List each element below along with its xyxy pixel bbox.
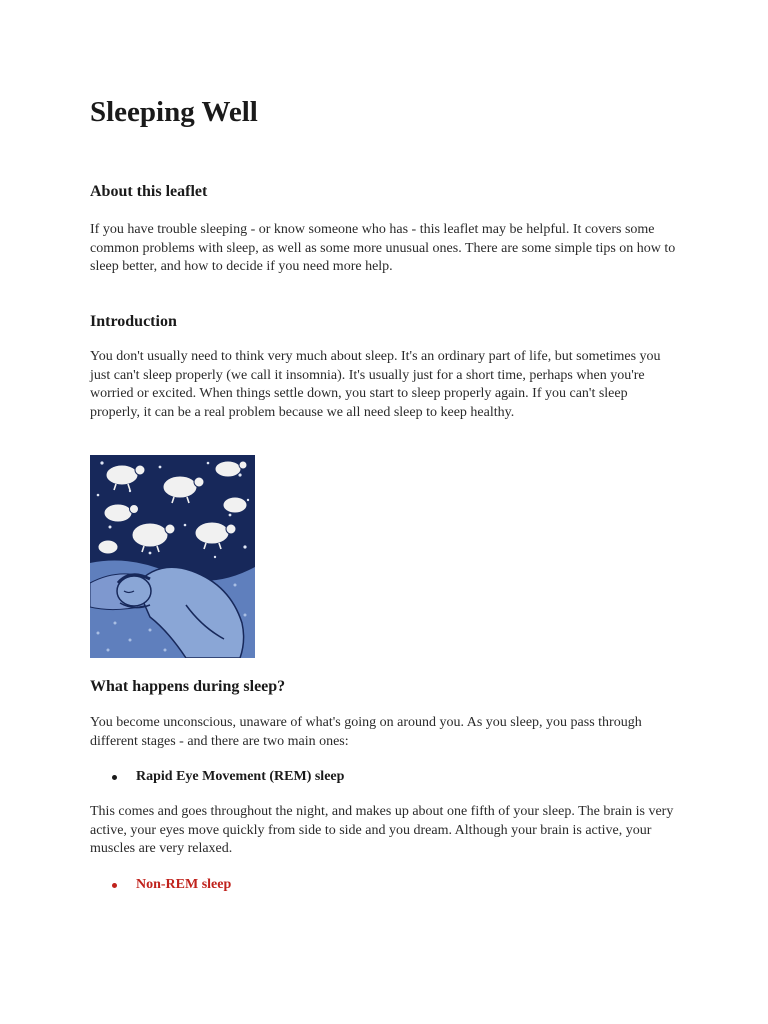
list-item-label: Rapid Eye Movement (REM) sleep — [136, 769, 345, 784]
section-heading-during-sleep: What happens during sleep? — [90, 678, 286, 695]
page-title: Sleeping Well — [90, 96, 258, 128]
sleeping-person-counting-sheep-illustration-icon — [90, 455, 255, 658]
section-paragraph-about: If you have trouble sleeping - or know someone who has - this leaflet may be helpful. It covers some common problems with sleep, as well as some more unusual ones. There are some simple tips on how to sleep better, and how to decide if you need more help. — [90, 222, 676, 274]
bullet-dot — [112, 775, 117, 780]
list-item-non-rem-sleep — [112, 876, 231, 894]
rem-sleep-paragraph: This comes and goes throughout the night, and makes up about one fifth of your sleep. The brain is very active, your eyes move quickly from side to side and you dream. Although your brain is active, your muscles are very relaxed. — [90, 804, 674, 856]
section-paragraph-during-sleep: You become unconscious, unaware of what's going on around you. As you sleep, you pass through different stages - and there are two main ones: — [90, 715, 642, 749]
section-paragraph-introduction: You don't usually need to think very much about sleep. It's an ordinary part of life, but sometimes you just can't sleep properly (we call it insomnia). It's usually just for a short time, perhaps when you're worried or excited. When things settle down, you start to sleep properly again. If you can't sleep properly, it can be a real problem because we all need sleep to keep healthy. — [90, 349, 661, 420]
list-item-label: Non-REM sleep — [136, 877, 232, 892]
sleep-illustration — [90, 455, 255, 658]
bullet-dot — [112, 883, 117, 888]
section-heading-introduction: Introduction — [90, 313, 177, 330]
list-item-rem-sleep — [112, 768, 344, 786]
section-heading-about: About this leaflet — [90, 183, 208, 200]
